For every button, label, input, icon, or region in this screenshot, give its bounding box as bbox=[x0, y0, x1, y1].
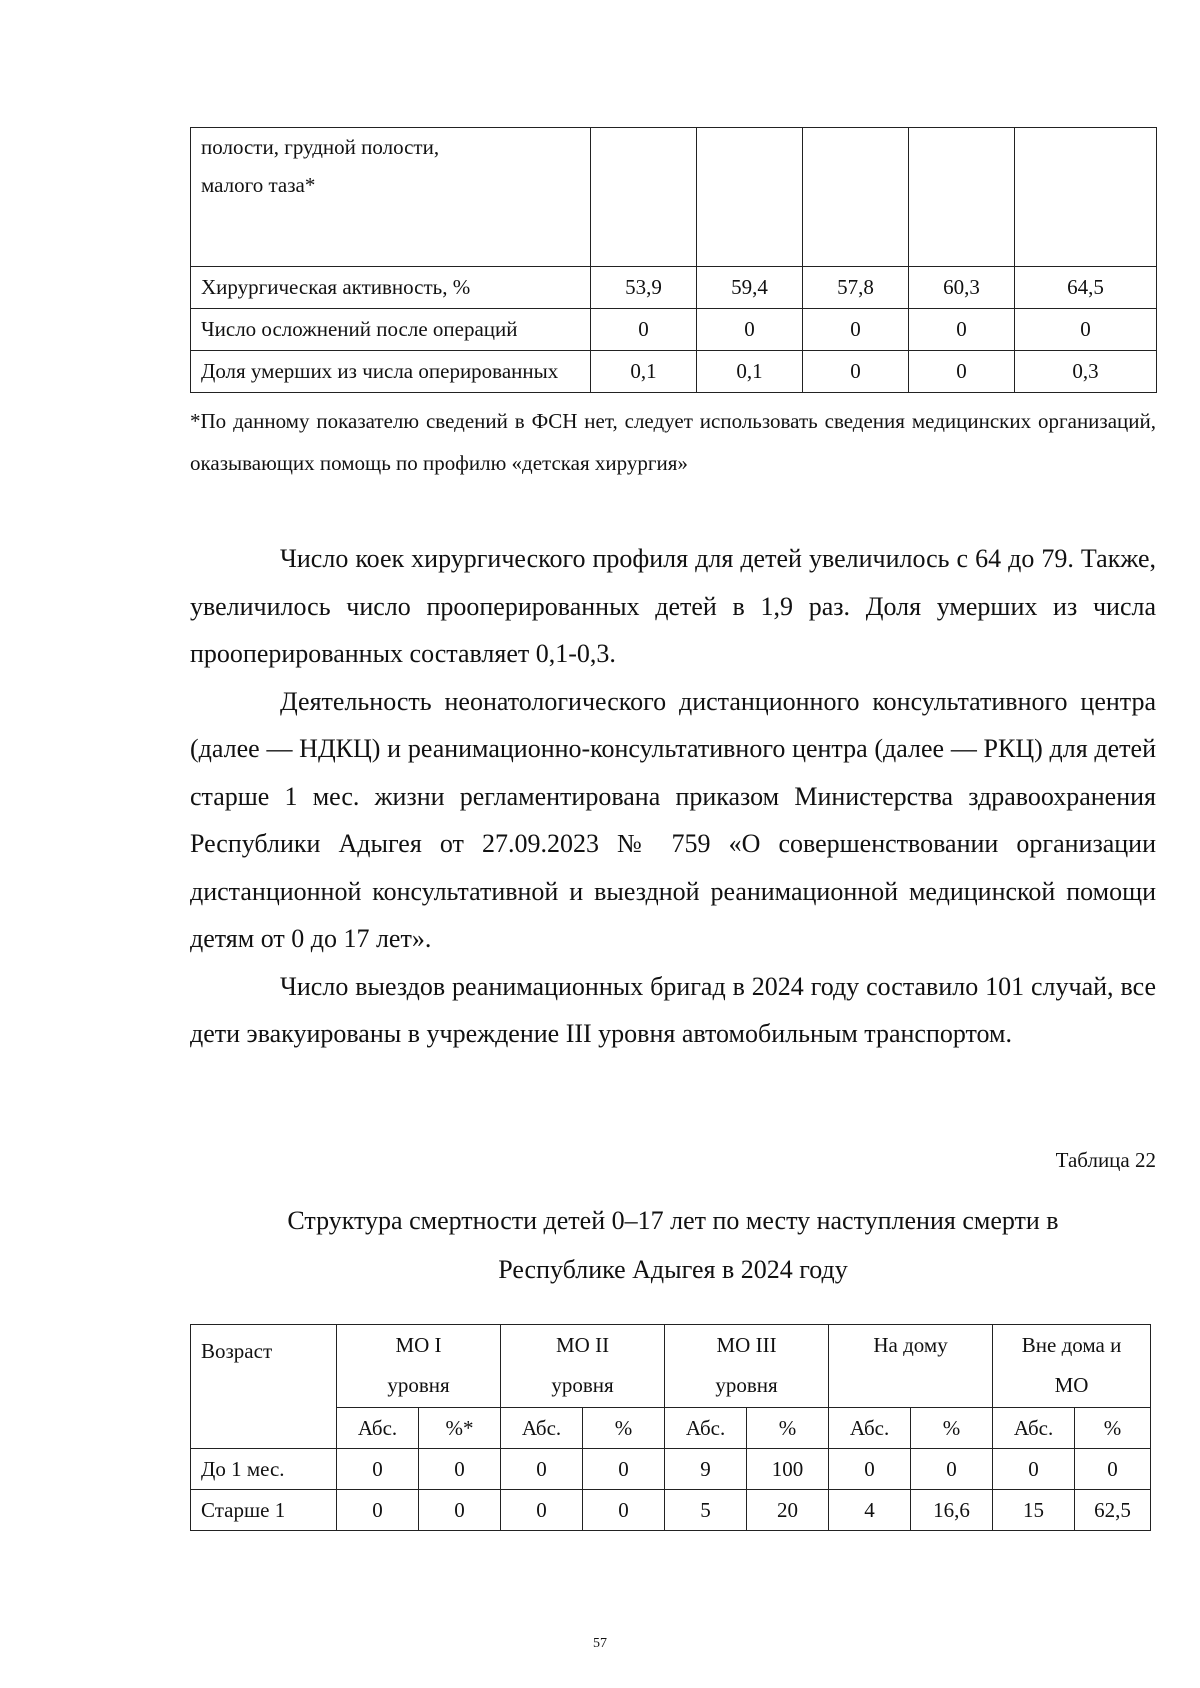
row-label: Старше 1 bbox=[191, 1490, 337, 1531]
mortality-structure-table bbox=[190, 1324, 1151, 1531]
cell-value: 0 bbox=[1075, 1449, 1151, 1490]
cell-value: 64,5 bbox=[1015, 267, 1157, 309]
table-footnote: *По данному показателю сведений в ФСН нет, следует использовать сведения медицинских организаций, оказывающих помощь по профилю «детская хирургия» bbox=[190, 409, 1156, 475]
subheader-cell: Абс. bbox=[665, 1408, 747, 1449]
cell-value: 0 bbox=[583, 1449, 665, 1490]
paragraph: Число коек хирургического профиля для детей увеличилось с 64 до 79. Также, увеличилось число прооперированных детей в 1,9 раз. Доля умерших из числа прооперированных составляет 0,1-0,3. bbox=[190, 544, 1156, 668]
row-label: Хирургическая активность, % bbox=[191, 267, 591, 309]
cell-value: 53,9 bbox=[591, 267, 697, 309]
subheader-cell: % bbox=[1075, 1408, 1151, 1449]
subheader-cell: Абс. bbox=[829, 1408, 911, 1449]
row-label: полости, грудной полости, малого таза* bbox=[191, 128, 591, 267]
cell-value: 0 bbox=[1015, 309, 1157, 351]
cell-value: 0 bbox=[501, 1490, 583, 1531]
cell-value: 0,1 bbox=[697, 351, 803, 393]
cell-value: 5 bbox=[665, 1490, 747, 1531]
row-label: Доля умерших из числа оперированных bbox=[191, 351, 591, 393]
table-row bbox=[191, 128, 1157, 267]
cell-value: 0 bbox=[829, 1449, 911, 1490]
cell-value: 0 bbox=[591, 309, 697, 351]
cell-value: 0 bbox=[697, 309, 803, 351]
subheader-cell: Абс. bbox=[337, 1408, 419, 1449]
table-row bbox=[191, 1449, 1151, 1490]
cell-value: 15 bbox=[993, 1490, 1075, 1531]
subheader-cell: % bbox=[911, 1408, 993, 1449]
table-row bbox=[191, 1490, 1151, 1531]
cell-value: 59,4 bbox=[697, 267, 803, 309]
column-header-group: На дому bbox=[829, 1325, 993, 1408]
cell-value: 0 bbox=[911, 1449, 993, 1490]
body-text bbox=[190, 535, 1156, 1058]
page-number: 57 bbox=[593, 1636, 607, 1651]
cell-value: 0 bbox=[993, 1449, 1075, 1490]
cell-value: 16,6 bbox=[911, 1490, 993, 1531]
cell-value: 0,1 bbox=[591, 351, 697, 393]
table-number-label: Таблица 22 bbox=[1055, 1148, 1156, 1172]
cell-value: 20 bbox=[747, 1490, 829, 1531]
subheader-cell: Абс. bbox=[501, 1408, 583, 1449]
subheader-cell: % bbox=[583, 1408, 665, 1449]
cell-value: 0 bbox=[419, 1490, 501, 1531]
cell-value: 0 bbox=[803, 309, 909, 351]
cell-value: 100 bbox=[747, 1449, 829, 1490]
column-header-group: МО I уровня bbox=[337, 1325, 501, 1408]
cell-value: 62,5 bbox=[1075, 1490, 1151, 1531]
cell-value: 0 bbox=[803, 351, 909, 393]
cell-value: 0,3 bbox=[1015, 351, 1157, 393]
row-label: До 1 мес. bbox=[191, 1449, 337, 1490]
cell-value: 0 bbox=[583, 1490, 665, 1531]
cell-value: 0 bbox=[337, 1449, 419, 1490]
column-header-age: Возраст bbox=[191, 1325, 337, 1449]
subheader-cell: Абс. bbox=[993, 1408, 1075, 1449]
cell-value: 0 bbox=[501, 1449, 583, 1490]
cell-value: 4 bbox=[829, 1490, 911, 1531]
column-header-group: МО III уровня bbox=[665, 1325, 829, 1408]
cell-value: 57,8 bbox=[803, 267, 909, 309]
cell-value: 0 bbox=[419, 1449, 501, 1490]
table-row bbox=[191, 267, 1157, 309]
cell-value: 60,3 bbox=[909, 267, 1015, 309]
header-row bbox=[191, 1325, 1151, 1408]
subheader-cell: %* bbox=[419, 1408, 501, 1449]
subheader-cell: % bbox=[747, 1408, 829, 1449]
table-caption: Структура смертности детей 0–17 лет по месту наступления смерти в Республике Адыгея в 2024 году bbox=[287, 1206, 1059, 1284]
surgery-stats-table bbox=[190, 127, 1157, 393]
cell-value: 0 bbox=[909, 309, 1015, 351]
row-label: Число осложнений после операций bbox=[191, 309, 591, 351]
cell-value: 0 bbox=[337, 1490, 419, 1531]
column-header-group: Вне дома и МО bbox=[993, 1325, 1151, 1408]
paragraph: Число выездов реанимационных бригад в 2024 году составило 101 случай, все дети эвакуированы в учреждение III уровня автомобильным транспортом. bbox=[190, 971, 1156, 1048]
table-row bbox=[191, 309, 1157, 351]
cell-value: 9 bbox=[665, 1449, 747, 1490]
table-row bbox=[191, 351, 1157, 393]
column-header-group: МО II уровня bbox=[501, 1325, 665, 1408]
cell-value: 0 bbox=[909, 351, 1015, 393]
paragraph: Деятельность неонатологического дистанционного консультативного центра (далее — НДКЦ) и реанимационно-консультативного центра (далее — РКЦ) для детей старше 1 мес. жизни регламентирована приказом Министерства здравоохранения Республики Адыгея от 27.09.2023 № 759 «О совершенствовании организации дистанционной консультативной и выездной реанимационной медицинской помощи детям от 0 до 17 лет». bbox=[190, 686, 1156, 953]
